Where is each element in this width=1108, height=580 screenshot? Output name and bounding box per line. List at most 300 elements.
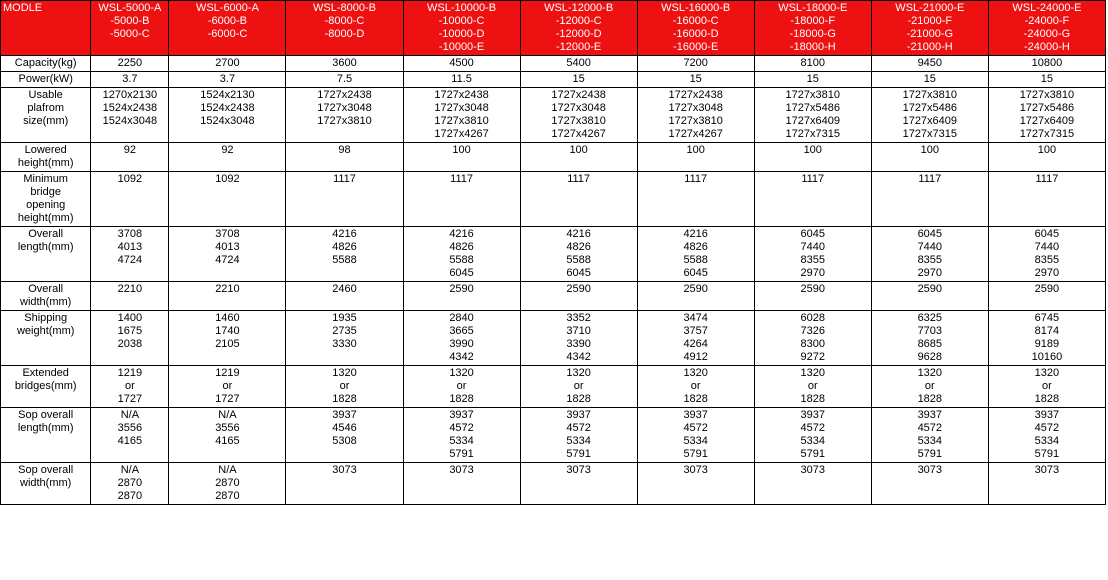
data-cell [91,227,169,282]
data-cell-line: 4500 [449,57,474,69]
row-label [1,72,91,88]
data-cell [286,143,403,172]
header-line: WSL-24000-E [1012,2,1082,14]
data-cell-line: 2590 [566,283,591,295]
data-cell-line: 3330 [332,338,357,350]
header-line: -21000-F [907,15,953,27]
data-cell-line: 2105 [215,338,240,350]
header-line: WSL-6000-A [195,2,259,14]
data-cell [520,56,637,72]
data-cell-line: 3073 [566,464,591,476]
data-cell-line: 1828 [449,393,474,405]
data-cell-line: 7703 [917,325,943,337]
data-cell-line: 9272 [800,351,825,363]
row-label-line: Minimum [23,173,68,185]
row-label [1,408,91,463]
data-cell-line: 6045 [917,228,943,240]
data-cell [403,143,520,172]
header-line: -12000-C [555,15,602,27]
header-cell-c2 [169,1,286,56]
data-cell-line: 2460 [332,283,357,295]
data-cell [286,56,403,72]
table-row [1,172,1106,227]
data-cell-line: 3757 [683,325,708,337]
data-cell-line: 4216 [332,228,357,240]
row-label-line: length(mm) [17,422,74,434]
header-line: -24000-F [1024,15,1070,27]
data-cell [286,311,403,366]
data-cell [403,408,520,463]
data-cell-line: 10800 [1031,57,1063,69]
data-cell-line: or [690,380,701,392]
data-cell-line: 1727x3048 [317,102,372,114]
data-cell-line: 5791 [800,448,825,460]
data-cell-line: 4216 [566,228,591,240]
data-cell-line: 3390 [566,338,591,350]
data-cell [91,72,169,88]
data-cell-line: 4572 [449,422,474,434]
data-cell-line: or [1042,380,1052,392]
data-cell-line: 1727x3810 [668,115,723,127]
data-cell [871,88,988,143]
data-cell-line: 1727 [117,393,143,405]
row-label-line: length(mm) [17,241,74,253]
data-cell-line: 3708 [215,228,240,240]
data-cell-line: 1727x3810 [434,115,489,127]
data-cell [520,366,637,408]
data-cell-line: or [222,380,233,392]
data-cell [91,463,169,505]
data-cell-line: 2840 [449,312,474,324]
data-cell-line: 15 [923,73,936,85]
data-cell-line: 2970 [800,267,825,279]
data-cell-line: 4572 [683,422,708,434]
data-cell-line: 1727x5486 [1019,102,1075,114]
data-cell-line: 5791 [566,448,591,460]
data-cell-line: 7440 [917,241,943,253]
row-label [1,311,91,366]
data-cell-line: 1727x5486 [785,102,840,114]
data-cell [91,56,169,72]
data-cell-line: 4912 [683,351,708,363]
data-cell [520,282,637,311]
row-label-line: Overall [28,283,64,295]
data-cell-line: 2870 [117,490,143,502]
data-cell-line: 8685 [917,338,943,350]
data-cell [988,408,1105,463]
data-cell [871,56,988,72]
data-cell-line: 4342 [566,351,591,363]
table-row [1,282,1106,311]
data-cell-line: 3352 [566,312,591,324]
data-cell [988,227,1105,282]
row-label-line: height(mm) [17,157,74,169]
data-cell-line: 15 [806,73,819,85]
data-cell-line: 3556 [117,422,143,434]
data-cell-line: 7440 [1034,241,1060,253]
data-cell-line: 1727x4267 [668,128,723,140]
data-cell [169,366,286,408]
data-cell-line: 3937 [332,409,357,421]
data-cell [169,172,286,227]
data-cell [637,172,754,227]
data-cell-line: 3990 [449,338,474,350]
row-label-line: weight(mm) [16,325,75,337]
table-row [1,56,1106,72]
data-cell-line: 100 [686,144,705,156]
data-cell-line: 1117 [918,173,942,185]
data-cell-line: 92 [221,144,234,156]
data-cell [286,366,403,408]
data-cell-line: 100 [803,144,822,156]
data-cell-line: 1320 [449,367,474,379]
data-cell-line: 1320 [800,367,825,379]
data-cell [91,408,169,463]
data-cell-line: 4826 [566,241,591,253]
data-cell-line: 4216 [449,228,474,240]
data-cell-line: 7.5 [336,73,353,85]
header-line: -18000-F [790,15,836,27]
data-cell-line: 6045 [449,267,474,279]
data-cell-line: 6045 [1034,228,1060,240]
data-cell-line: 1727x6409 [1019,115,1075,127]
row-label-line: plafrom [27,102,65,114]
row-label-line: size(mm) [23,115,69,127]
row-label [1,56,91,72]
data-cell [637,227,754,282]
data-cell-line: 1092 [215,173,240,185]
data-cell [91,143,169,172]
data-cell [754,227,871,282]
header-line: -12000-D [555,28,602,40]
header-line: -21000-H [906,41,953,53]
data-cell-line: 1828 [1034,393,1060,405]
data-cell-line: 1828 [800,393,825,405]
data-cell-line: 3937 [1034,409,1060,421]
data-cell-line: 3708 [117,228,143,240]
data-cell-line: 1727x6409 [902,115,958,127]
data-cell-line: 3937 [449,409,474,421]
data-cell [520,311,637,366]
data-cell-line: or [924,380,935,392]
data-cell [520,88,637,143]
data-cell-line: 4216 [683,228,708,240]
data-cell-line: 9450 [917,57,943,69]
data-cell-line: 92 [123,144,136,156]
data-cell [754,366,871,408]
data-cell [403,56,520,72]
data-cell-line: 98 [338,144,351,156]
data-cell-line: 11.5 [451,73,472,85]
data-cell [871,72,988,88]
data-cell [286,72,403,88]
header-line: WSL-18000-E [778,2,848,14]
data-cell-line: 4572 [1034,422,1060,434]
data-cell [988,56,1105,72]
data-cell-line: 15 [689,73,702,85]
table-row [1,72,1106,88]
data-cell-line: 1727x3810 [785,89,840,101]
data-cell-line: 5588 [332,254,357,266]
data-cell [754,172,871,227]
data-cell-line: 4826 [332,241,357,253]
data-cell-line: 1117 [450,173,473,185]
data-cell [169,143,286,172]
row-label-line: Capacity(kg) [14,57,77,69]
header-line: -10000-E [438,41,485,53]
row-label [1,143,91,172]
table-row [1,143,1106,172]
row-label [1,88,91,143]
data-cell [403,72,520,88]
data-cell-line: 8355 [800,254,825,266]
header-line: WSL-10000-B [427,2,497,14]
data-cell [91,282,169,311]
data-cell [520,227,637,282]
row-label-line: width(mm) [20,477,72,489]
data-cell-line: 5334 [1034,435,1060,447]
data-cell [286,172,403,227]
data-cell-line: 7326 [800,325,825,337]
data-cell-line: 1727x4267 [551,128,606,140]
data-cell-line: 4013 [215,241,240,253]
row-label-line: Usable [28,89,63,101]
row-label-line: Shipping [24,312,68,324]
row-label-line: Power(kW) [18,73,73,85]
data-cell-line: 8300 [800,338,825,350]
data-cell-line: 5334 [683,435,708,447]
data-cell [988,143,1105,172]
data-cell [91,366,169,408]
data-cell [988,72,1105,88]
data-cell-line: 5334 [800,435,825,447]
table-header-row [1,1,1106,56]
data-cell-line: 5588 [449,254,474,266]
row-label-line: Extended [22,367,69,379]
data-cell-line: 4342 [449,351,474,363]
data-cell-line: 1727x3810 [317,115,372,127]
data-cell-line: 8174 [1034,325,1060,337]
data-cell-line: 9189 [1034,338,1060,350]
data-cell-line: 1117 [684,173,708,185]
data-cell-line: 4165 [117,435,143,447]
data-cell-line: 1727x3048 [551,102,606,114]
data-cell [988,172,1105,227]
data-cell-line: 2870 [117,477,143,489]
data-cell-line: 100 [452,144,471,156]
data-cell-line: N/A [120,464,140,476]
data-cell-line: 3937 [800,409,825,421]
data-cell [637,143,754,172]
data-cell-line: 2590 [449,283,474,295]
data-cell-line: N/A [120,409,140,421]
data-cell-line: 4572 [917,422,943,434]
data-cell-line: 100 [920,144,939,156]
data-cell-line: 4826 [449,241,474,253]
data-cell-line: or [124,380,135,392]
data-cell-line: 1320 [566,367,591,379]
header-line: MODLE [3,2,43,14]
data-cell-line: 8100 [800,57,825,69]
data-cell-line: 5400 [566,57,591,69]
row-label [1,227,91,282]
header-line: -24000-G [1023,28,1071,40]
data-cell-line: 3937 [917,409,943,421]
data-cell [286,88,403,143]
data-cell-line: 2210 [117,283,143,295]
data-cell [871,143,988,172]
data-cell-line: 3474 [683,312,708,324]
data-cell-line: 2590 [1034,283,1060,295]
data-cell [637,282,754,311]
data-cell-line: 1117 [801,173,825,185]
data-cell-line: 4013 [117,241,143,253]
data-cell [520,72,637,88]
data-cell-line: 1524x3048 [200,115,255,127]
data-cell [871,172,988,227]
data-cell-line: 6028 [800,312,825,324]
data-cell-line: 6325 [917,312,943,324]
data-cell-line: 1727x3048 [668,102,723,114]
data-cell-line: 1117 [1035,173,1059,185]
data-cell [169,56,286,72]
data-cell [403,227,520,282]
data-cell-line: 7200 [683,57,708,69]
data-cell [520,463,637,505]
table-row [1,88,1106,143]
data-cell [754,463,871,505]
data-cell-line: 6745 [1034,312,1060,324]
header-cell-c8 [871,1,988,56]
data-cell-line: 1935 [332,312,357,324]
data-cell-line: 2700 [215,57,240,69]
data-cell-line: 15 [572,73,585,85]
data-cell-line: 1270x2130 [102,89,158,101]
data-cell-line: 1400 [117,312,143,324]
data-cell-line: or [339,380,350,392]
table-row [1,227,1106,282]
data-cell-line: 1117 [567,173,591,185]
data-cell-line: 8355 [917,254,943,266]
data-cell [286,408,403,463]
header-line: -18000-G [789,28,836,40]
data-cell-line: 3665 [449,325,474,337]
header-cell-model [1,1,91,56]
data-cell-line: 1828 [917,393,943,405]
data-cell-line: 4572 [800,422,825,434]
data-cell [286,227,403,282]
data-cell-line: 2970 [1034,267,1060,279]
data-cell-line: 2038 [117,338,143,350]
data-cell-line: 1320 [683,367,708,379]
data-cell-line: 100 [1037,144,1057,156]
header-cell-c7 [754,1,871,56]
data-cell [169,408,286,463]
data-cell [520,408,637,463]
data-cell [169,227,286,282]
data-cell-line: 4724 [215,254,240,266]
data-cell-line: 5334 [566,435,591,447]
data-cell [988,282,1105,311]
table-body [1,1,1106,505]
row-label-line: Sop overall [18,409,74,421]
data-cell-line: or [807,380,818,392]
data-cell-line: 1727x3810 [551,115,606,127]
table-row [1,463,1106,505]
data-cell [637,408,754,463]
data-cell [988,311,1105,366]
row-label-line: Overall [28,228,64,240]
data-cell-line: 3073 [449,464,474,476]
data-cell-line: 5791 [1034,448,1060,460]
header-line: WSL-8000-B [313,2,376,14]
data-cell-line: 5334 [449,435,474,447]
data-cell [91,172,169,227]
data-cell-line: 5791 [449,448,474,460]
data-cell [754,56,871,72]
table-row [1,366,1106,408]
data-cell [520,143,637,172]
data-cell-line: 1727x7315 [902,128,958,140]
data-cell-line: 2870 [215,477,240,489]
data-cell-line: 1828 [683,393,708,405]
data-cell [754,282,871,311]
data-cell-line: 5308 [332,435,357,447]
data-cell-line: 5334 [917,435,943,447]
data-cell [637,311,754,366]
row-label-line: bridge [30,186,61,198]
data-cell [637,463,754,505]
data-cell-line: 1524x3048 [102,115,158,127]
data-cell-line: 2210 [215,283,240,295]
table-row [1,408,1106,463]
data-cell-line: 3073 [332,464,357,476]
data-cell-line: 1117 [333,173,356,185]
data-cell-line: N/A [218,464,237,476]
header-line: -24000-H [1023,41,1070,53]
data-cell [637,88,754,143]
header-cell-c4 [403,1,520,56]
data-cell-line: 1727x3810 [902,89,958,101]
data-cell-line: 3.7 [122,73,138,85]
data-cell [637,56,754,72]
header-line: -10000-D [438,28,485,40]
data-cell [286,463,403,505]
row-label-line: Sop overall [18,464,74,476]
data-cell [754,408,871,463]
header-line: -12000-E [555,41,602,53]
data-cell-line: 2970 [917,267,943,279]
data-cell-line: 2590 [917,283,943,295]
data-cell [988,366,1105,408]
row-label-line: opening [26,199,66,211]
header-line: WSL-5000-A [98,2,162,14]
data-cell [988,88,1105,143]
data-cell-line: 1320 [917,367,943,379]
header-line: WSL-12000-B [544,2,614,14]
header-cell-c5 [520,1,637,56]
data-cell [754,143,871,172]
data-cell [637,366,754,408]
data-cell-line: 4546 [332,422,357,434]
data-cell [871,463,988,505]
data-cell-line: N/A [218,409,237,421]
data-cell-line: 4826 [683,241,708,253]
data-cell-line: 1740 [215,325,240,337]
data-cell-line: 1524x2438 [200,102,255,114]
header-line: -8000-D [324,28,365,40]
data-cell [403,311,520,366]
